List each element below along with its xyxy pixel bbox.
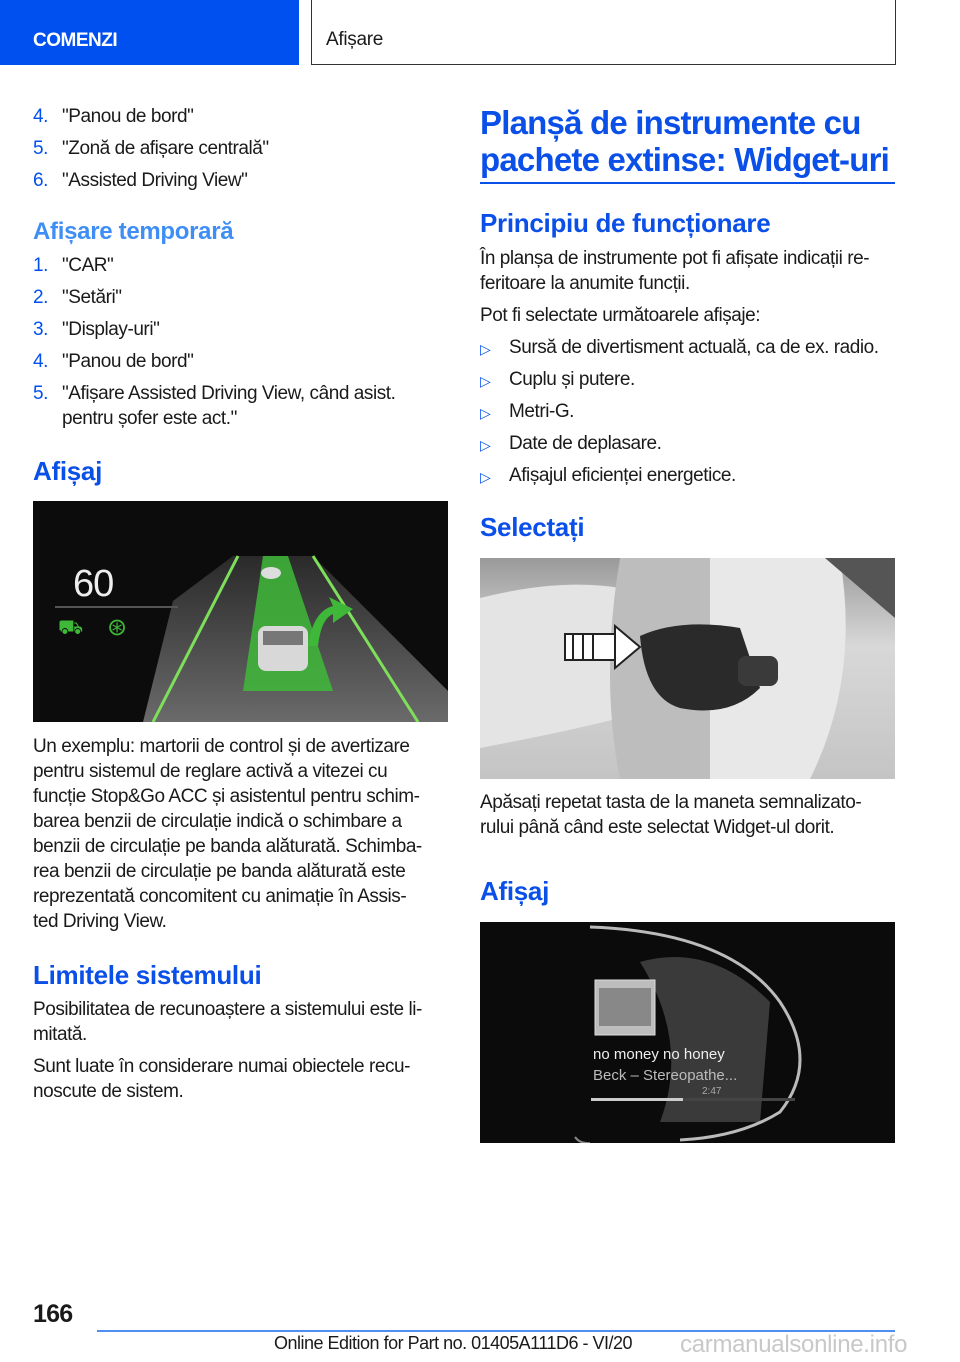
edition-text: Online Edition for Part no. 01405A111D6 - VI/20 xyxy=(274,1333,633,1353)
section-tab: COMENZI xyxy=(0,0,299,65)
select-paragraph: Apăsați repetat tasta de la maneta semnalizato- rului până când este selectat Widget-ul dorit. xyxy=(480,792,862,838)
select-intro: Pot fi selectate următoarele afișaje: xyxy=(480,305,761,326)
triangle-bullet-icon: ▷ xyxy=(480,373,491,389)
temp-display-heading: Afișare temporară xyxy=(33,218,234,245)
media-widget-image xyxy=(480,922,895,1143)
display-heading-right: Afișaj xyxy=(480,876,550,906)
track-progress-fill xyxy=(591,1098,683,1101)
track-artist: Beck – Stereopathe... xyxy=(593,1067,738,1084)
select-heading: Selectați xyxy=(480,512,585,542)
turn-signal-lever-image xyxy=(480,558,895,779)
limits-paragraph: Sunt luate în considerare numai obiectele recu- noscute de sistem. xyxy=(33,1056,411,1102)
triangle-bullet-icon: ▷ xyxy=(480,341,491,357)
assisted-driving-image xyxy=(33,501,448,722)
principle-heading: Principiu de funcționare xyxy=(480,208,771,238)
acc-icon: ⛟ xyxy=(58,617,84,639)
track-progress-bar xyxy=(591,1098,795,1101)
display-heading: Afișaj xyxy=(33,456,103,486)
speed-readout: 60 xyxy=(73,563,114,605)
principle-paragraph: În planșa de instrumente pot fi afișate indicații re- feritoare la anumite funcții. xyxy=(480,248,870,294)
page-title: Planșă de instrumente cu pachete extinse: Widget-uri xyxy=(480,104,895,184)
track-title: no money no honey xyxy=(593,1046,725,1063)
triangle-bullet-icon: ▷ xyxy=(480,469,491,485)
topic-tab: Afișare xyxy=(311,0,896,65)
image-caption: Un exemplu: martorii de control și de avertizare pentru sistemul de reglare activă a vitezei cu funcție Stop&Go ACC și asistentul pentru schim- barea benzii de circulație indică o schimbare a benzii de circulație pe banda alăturată. Schimba- rea benzii de circulație pe banda alăturată este reprezentată concomitent cu animație în Assis- ted Driving View. xyxy=(33,736,422,932)
watermark: carmanualsonline.info xyxy=(680,1331,908,1358)
steering-assist-icon: ⊛ xyxy=(107,614,128,641)
track-time: 2:47 xyxy=(702,1086,722,1097)
page-number: 166 xyxy=(33,1300,73,1328)
triangle-bullet-icon: ▷ xyxy=(480,405,491,421)
triangle-bullet-icon: ▷ xyxy=(480,437,491,453)
limits-paragraph: Posibilitatea de recunoaștere a sistemului este li- mitată. xyxy=(33,999,422,1045)
limits-heading: Limitele sistemului xyxy=(33,960,262,990)
